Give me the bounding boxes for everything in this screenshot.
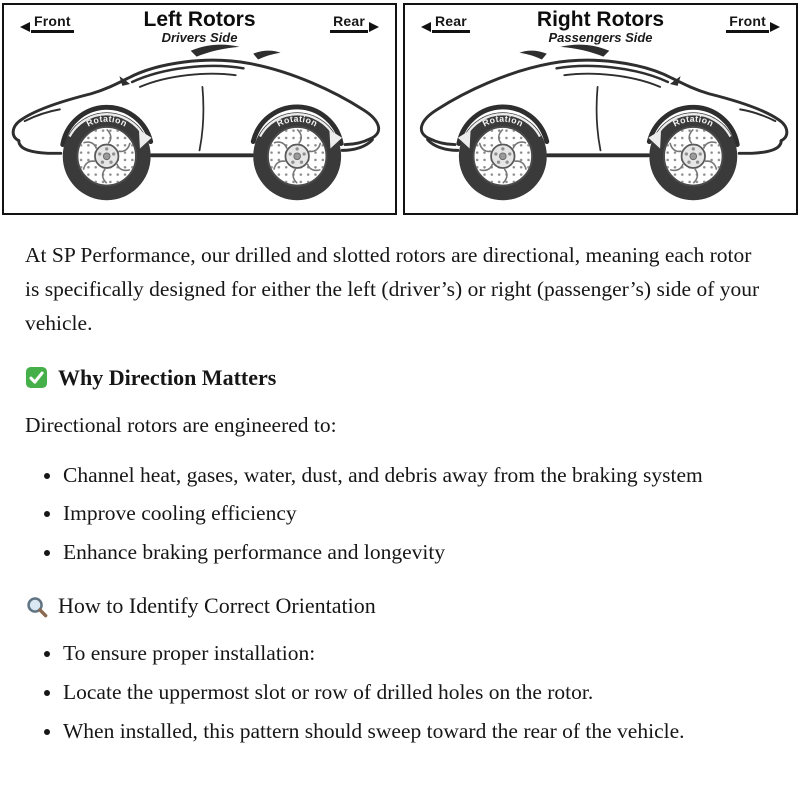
- direction-text: Front: [726, 13, 769, 33]
- intro-paragraph: At SP Performance, our drilled and slotted rotors are directional, meaning each rotor is specifically designed for either the left (driver’s) or right (passenger’s) side of your vehicle.: [25, 243, 760, 335]
- list-item: • Channel heat, gases, water, dust, and debris away from the braking system: [63, 459, 762, 493]
- left-rotors-panel: [2, 3, 397, 215]
- left-panel-header: [4, 5, 395, 46]
- rotor-direction-diagram: [0, 0, 800, 219]
- benefits-list: [25, 459, 762, 570]
- panel-title: Left Rotors: [143, 8, 256, 31]
- direction-text: Rear: [330, 13, 368, 33]
- arrow-left-icon: [421, 22, 431, 32]
- left-car-illustration: [4, 41, 395, 209]
- rear-direction-label: [330, 13, 379, 33]
- article: [0, 219, 800, 778]
- magnifier-icon: [25, 595, 48, 618]
- right-panel-header: [405, 5, 796, 46]
- direction-text: Front: [31, 13, 74, 33]
- panel-subtitle: Drivers Side: [161, 30, 238, 46]
- lead-paragraph: Directional rotors are engineered to:: [25, 412, 337, 437]
- right-car-illustration: [405, 41, 796, 209]
- list-item: • To ensure proper installation:: [63, 637, 762, 671]
- list-item: • When installed, this pattern should sweep toward the rear of the vehicle.: [63, 715, 762, 749]
- section-heading-why-direction-matters: [25, 365, 762, 391]
- check-icon: [25, 366, 48, 389]
- orientation-steps-list: [25, 637, 762, 748]
- list-item: • Enhance braking performance and longevity: [63, 536, 762, 570]
- right-rotors-panel: [403, 3, 798, 215]
- arrow-right-icon: [369, 22, 379, 32]
- front-direction-label: [726, 13, 780, 33]
- heading-text: How to Identify Correct Orientation: [58, 593, 376, 619]
- list-item: • Locate the uppermost slot or row of drilled holes on the rotor.: [63, 676, 762, 710]
- front-direction-label: [20, 13, 74, 33]
- rear-direction-label: [421, 13, 470, 33]
- list-item: • Improve cooling efficiency: [63, 497, 762, 531]
- arrow-left-icon: [20, 22, 30, 32]
- arrow-right-icon: [770, 22, 780, 32]
- panel-title: Right Rotors: [536, 8, 665, 31]
- panel-subtitle: Passengers Side: [548, 30, 653, 46]
- heading-text: Why Direction Matters: [58, 364, 277, 390]
- section-heading-how-to-identify: [25, 593, 762, 619]
- direction-text: Rear: [432, 13, 470, 33]
